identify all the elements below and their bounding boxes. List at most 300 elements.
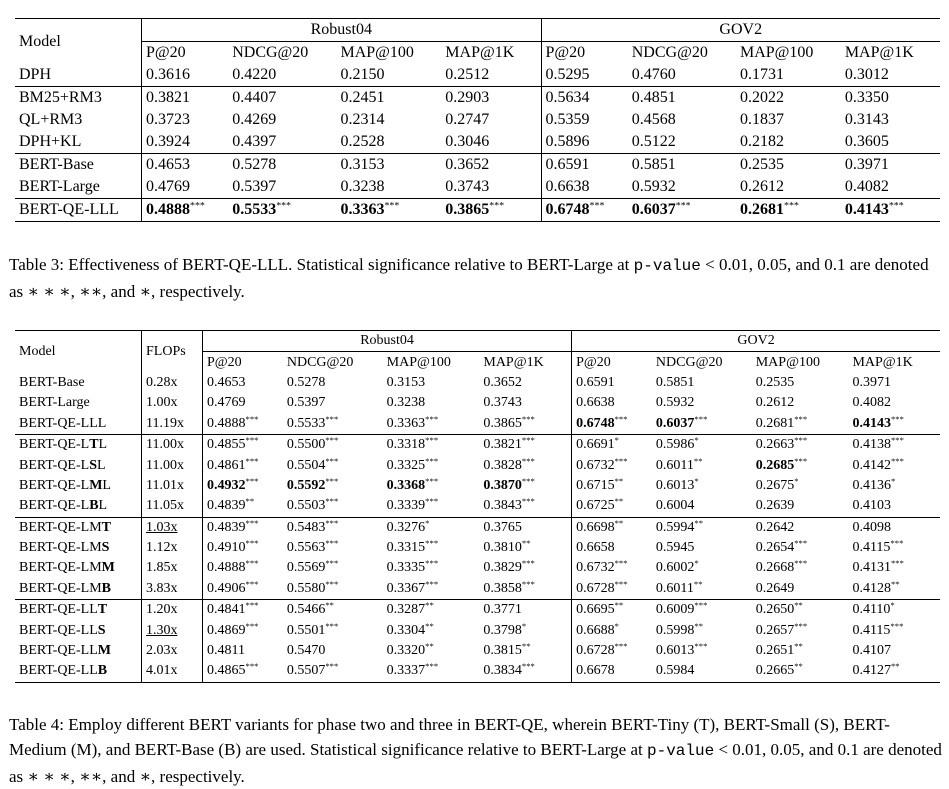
- cell-value: 0.2903: [445, 89, 490, 106]
- cell-value: 0.5397: [286, 395, 326, 411]
- row-flops: [142, 579, 203, 600]
- row-model-name: [15, 414, 142, 435]
- significance-marker: ***: [276, 200, 292, 212]
- table-cell: [383, 455, 480, 475]
- table-cell: [848, 373, 940, 393]
- caption-pvalue: p-value: [646, 742, 715, 760]
- table-cell: [203, 414, 283, 435]
- table-cell: [652, 558, 752, 578]
- cell-value: 0.2150: [340, 66, 385, 83]
- cell-value: 0.3743: [483, 395, 522, 411]
- cell-value: 0.6011: [655, 457, 694, 473]
- cell-value: 0.3971: [852, 374, 891, 390]
- table-cell: [203, 579, 283, 600]
- table-cell: [203, 393, 283, 413]
- table-cell: [383, 476, 480, 496]
- cell-value: 0.5945: [655, 540, 695, 556]
- cell-value: 0.4769: [207, 395, 246, 411]
- cell-value: 0.3143: [844, 111, 889, 128]
- significance-marker: ***: [384, 200, 400, 212]
- significance-marker: ***: [521, 661, 535, 672]
- cell-value: 0.3363: [386, 415, 426, 431]
- table-cell: [628, 87, 736, 110]
- significance-marker: ***: [890, 435, 904, 446]
- table-cell: [336, 87, 441, 110]
- table-cell: [441, 199, 541, 222]
- table-cell: [752, 517, 849, 538]
- table-cell: [203, 558, 283, 578]
- table-cell: [479, 517, 571, 538]
- cell-value: 0.4839: [207, 498, 246, 514]
- table-cell: [479, 558, 571, 578]
- row-model-name: BERT-Base: [15, 154, 142, 177]
- cell-value: 0.3821: [146, 89, 190, 106]
- table-cell: [228, 64, 336, 87]
- cell-value: 0.2650: [755, 602, 795, 618]
- table-cell: [479, 455, 571, 475]
- cell-value: 0.4932: [207, 477, 246, 493]
- cell-value: 0.5998: [655, 622, 695, 638]
- table-cell: [283, 517, 383, 538]
- metric-header-robust04-2: MAP@100: [340, 44, 414, 61]
- table-cell: [752, 373, 849, 393]
- table-cell: [652, 538, 752, 558]
- table-row: [15, 64, 940, 87]
- cell-value: 0.6728: [576, 580, 615, 596]
- robust04-group-header: Robust04: [142, 19, 542, 42]
- row-model-name: [15, 476, 142, 496]
- significance-marker: ***: [245, 413, 259, 424]
- table-cell: [652, 641, 752, 661]
- table-cell: [841, 109, 940, 131]
- model-prefix: BERT-Base: [19, 374, 85, 390]
- table-cell: [336, 64, 441, 87]
- table-cell: [752, 641, 849, 661]
- cell-value: 0.4397: [232, 133, 277, 150]
- cell-value: 0.5986: [655, 437, 695, 453]
- model-variant-letter: T: [101, 519, 111, 535]
- cell-value: 0.2663: [755, 437, 795, 453]
- cell-value: 0.5580: [286, 580, 326, 596]
- cell-value: 0.5569: [286, 560, 326, 576]
- model-prefix: BERT-QE-LL: [19, 622, 98, 638]
- significance-marker: **: [614, 476, 624, 487]
- cell-value: 0.4653: [207, 374, 246, 390]
- table-cell: [228, 176, 336, 199]
- table-cell: [652, 661, 752, 682]
- significance-marker: *: [694, 476, 699, 487]
- table-3-caption: [9, 252, 944, 304]
- significance-marker: **: [521, 641, 531, 652]
- row-flops: [142, 558, 203, 578]
- significance-marker: ***: [245, 661, 259, 672]
- cell-value: 0.5592: [286, 477, 326, 493]
- significance-marker: ***: [245, 538, 259, 549]
- cell-value: 0.2639: [755, 498, 795, 514]
- cell-value: 0.1731: [740, 66, 784, 83]
- table-cell: [752, 600, 849, 621]
- table-row: [15, 620, 940, 640]
- cell-value: 0.4839: [207, 519, 246, 535]
- table-row: [15, 600, 940, 621]
- table-cell: [628, 199, 736, 222]
- table-cell: [283, 579, 383, 600]
- significance-marker: ***: [614, 641, 628, 652]
- cell-value: 0.6002: [655, 560, 695, 576]
- table-cell: [736, 109, 841, 131]
- row-model-name: BERT-Large: [15, 176, 142, 199]
- flops-column-header: FLOPs: [142, 331, 203, 373]
- table-cell: [383, 558, 480, 578]
- cell-value: 0.6732: [576, 457, 615, 473]
- flops-value: 11.00x: [146, 437, 184, 453]
- significance-marker: ***: [425, 435, 439, 446]
- metric-header-robust04-2: MAP@100: [386, 354, 451, 370]
- cell-value: 0.2668: [755, 560, 795, 576]
- table-cell: [441, 64, 541, 87]
- cell-value: 0.3798: [483, 622, 522, 638]
- cell-value: 0.4098: [852, 519, 891, 535]
- metric-header-gov2-1: NDCG@20: [631, 44, 708, 61]
- table-row: [15, 393, 940, 413]
- significance-marker: ***: [325, 496, 339, 507]
- table-cell: [652, 579, 752, 600]
- table-cell: [736, 176, 841, 199]
- table-cell: [752, 414, 849, 435]
- model-variant-letter: B: [97, 663, 108, 679]
- cell-value: 0.6715: [576, 477, 615, 493]
- cell-value: 0.6591: [545, 156, 590, 173]
- model-variant-letter: S: [101, 540, 110, 556]
- significance-marker: **: [694, 517, 704, 528]
- significance-marker: ***: [425, 538, 439, 549]
- model-prefix: BERT-QE-LM: [19, 540, 102, 556]
- cell-value: 0.3834: [483, 663, 522, 679]
- metric-header-row: [15, 42, 940, 65]
- table-cell: [572, 538, 652, 558]
- flops-value: 11.05x: [146, 498, 184, 514]
- table-row: [15, 517, 940, 538]
- significance-marker: **: [425, 641, 434, 652]
- cell-value: 0.3339: [386, 498, 426, 514]
- table-row: [15, 579, 940, 600]
- caption-text: Table 4: Employ different BERT variants for phase two and three in BERT-QE, wherein BERT-Tiny (T), BERT-Small (S), BERT-Medium (M), and BERT-Base (B) are used. Statistical significance relative to BERT-Large at: [9, 715, 890, 759]
- metric-header-gov2-2: MAP@100: [740, 44, 814, 61]
- caption-text: Table 3: Effectiveness of BERT-QE-LLL. Statistical significance relative to BERT-Large at: [9, 255, 634, 274]
- significance-marker: ***: [794, 558, 808, 569]
- cell-value: 0.4107: [852, 643, 891, 659]
- cell-value: 0.3743: [445, 178, 490, 195]
- significance-marker: ***: [694, 600, 708, 611]
- table-cell: [848, 517, 940, 538]
- row-flops: [142, 538, 203, 558]
- significance-marker: ***: [245, 435, 259, 446]
- metric-header-gov2-1: NDCG@20: [655, 354, 723, 370]
- table-cell: [203, 620, 283, 640]
- table-cell: [283, 538, 383, 558]
- significance-marker: **: [521, 538, 531, 549]
- cell-value: 0.3320: [386, 643, 426, 659]
- table-cell: [142, 154, 229, 177]
- table-cell: [383, 373, 480, 393]
- cell-value: 0.6638: [576, 395, 615, 411]
- cell-value: 0.6638: [545, 178, 590, 195]
- table-cell: [383, 579, 480, 600]
- significance-marker: ***: [325, 661, 339, 672]
- significance-marker: ***: [794, 538, 808, 549]
- cell-value: 0.3843: [483, 498, 522, 514]
- cell-value: 0.2651: [755, 643, 795, 659]
- model-suffix: L: [98, 498, 108, 514]
- cell-value: 0.5466: [286, 602, 326, 618]
- cell-value: 0.3368: [386, 477, 426, 493]
- table-cell: [652, 373, 752, 393]
- table-cell: [336, 199, 441, 222]
- model-prefix: BERT-QE-LL: [19, 663, 98, 679]
- table-cell: [203, 661, 283, 682]
- significance-marker: ***: [784, 200, 799, 212]
- table-cell: [203, 538, 283, 558]
- model-prefix: BERT-Large: [19, 395, 90, 411]
- cell-value: 0.6013: [655, 643, 695, 659]
- cell-value: 0.6658: [576, 540, 615, 556]
- table-row: [15, 476, 940, 496]
- cell-value: 0.4888: [207, 560, 246, 576]
- row-model-name: BERT-QE-LLL: [15, 199, 142, 222]
- metric-header-robust04-0: P@20: [146, 44, 186, 61]
- metric-header-robust04-1: NDCG@20: [286, 354, 354, 370]
- cell-value: 0.6725: [576, 498, 615, 514]
- cell-value: 0.5851: [655, 374, 695, 390]
- table-cell: [652, 496, 752, 517]
- significance-marker: **: [425, 620, 434, 631]
- cell-value: 0.4841: [207, 602, 246, 618]
- model-prefix: BERT-QE-LLL: [19, 415, 107, 431]
- table-cell: [752, 496, 849, 517]
- table-cell: [283, 393, 383, 413]
- cell-value: 0.5397: [232, 178, 277, 195]
- table-row: [15, 538, 940, 558]
- table-cell: [441, 154, 541, 177]
- model-column-header: Model: [15, 331, 142, 373]
- table-cell: [203, 476, 283, 496]
- flops-value: 4.01x: [146, 663, 178, 679]
- table-row: [15, 109, 940, 131]
- table-cell: [841, 176, 940, 199]
- significance-marker: **: [890, 661, 900, 672]
- cell-value: 0.2654: [755, 540, 795, 556]
- cell-value: 0.4269: [232, 111, 277, 128]
- significance-marker: ***: [325, 620, 339, 631]
- table-cell: [383, 393, 480, 413]
- significance-marker: ***: [521, 476, 535, 487]
- table-cell: [228, 199, 336, 222]
- significance-marker: *: [794, 476, 799, 487]
- significance-marker: *: [614, 435, 619, 446]
- row-model-name: [15, 455, 142, 475]
- significance-marker: ***: [325, 455, 339, 466]
- table-cell: [841, 87, 940, 110]
- metric-header-gov2-3: MAP@1K: [852, 354, 913, 370]
- metric-header-gov2-2: MAP@100: [755, 354, 820, 370]
- significance-marker: ***: [425, 455, 439, 466]
- metric-header-robust04-3: MAP@1K: [479, 352, 571, 373]
- table-cell: [283, 455, 383, 475]
- significance-marker: ***: [245, 579, 259, 590]
- table-row: [15, 373, 940, 393]
- table-cell: [572, 579, 652, 600]
- flops-value: 1.00x: [146, 395, 178, 411]
- table-cell: [479, 476, 571, 496]
- cell-value: 0.3870: [483, 477, 522, 493]
- table-cell: [142, 109, 229, 131]
- significance-marker: ***: [325, 435, 339, 446]
- cell-value: 0.3304: [386, 622, 426, 638]
- model-prefix: BERT-QE-L: [19, 457, 90, 473]
- table-cell: [383, 538, 480, 558]
- table-cell: [228, 87, 336, 110]
- flops-value: 3.83x: [146, 580, 178, 596]
- table-cell: [848, 393, 940, 413]
- table-row: [15, 176, 940, 199]
- table-cell: [736, 131, 841, 154]
- row-flops: [142, 455, 203, 475]
- table-row: [15, 434, 940, 455]
- cell-value: 0.2535: [740, 156, 784, 173]
- metric-header-gov2-0: P@20: [545, 44, 586, 61]
- row-flops: [142, 661, 203, 682]
- flops-value: 11.01x: [146, 477, 184, 493]
- cell-value: 0.2451: [340, 89, 385, 106]
- cell-value: 0.4568: [631, 111, 676, 128]
- cell-value: 0.3924: [146, 133, 190, 150]
- cell-value: 0.2512: [445, 66, 490, 83]
- significance-marker: ***: [521, 455, 535, 466]
- significance-marker: *: [614, 620, 619, 631]
- flops-value: 1.12x: [146, 540, 178, 556]
- table-row: [15, 154, 940, 177]
- cell-value: 0.2747: [445, 111, 490, 128]
- cell-value: 0.3829: [483, 560, 522, 576]
- significance-marker: ***: [325, 558, 339, 569]
- cell-value: 0.5851: [631, 156, 676, 173]
- row-model-name: [15, 620, 142, 640]
- table-cell: [383, 434, 480, 455]
- caption-text-end: < 0.01, 0.05, and 0.1 are denoted as ∗ ∗ ∗, ∗∗, and ∗, respectively.: [9, 740, 942, 786]
- table-row: [15, 641, 940, 661]
- cell-value: 0.3367: [386, 580, 426, 596]
- cell-value: 0.3971: [844, 156, 889, 173]
- cell-value: 0.5122: [631, 133, 676, 150]
- significance-marker: ***: [425, 661, 439, 672]
- model-prefix: BERT-QE-L: [19, 437, 90, 453]
- table-cell: [383, 641, 480, 661]
- cell-value: 0.3238: [340, 178, 385, 195]
- table-cell: [283, 600, 383, 621]
- cell-value: 0.3865: [445, 201, 490, 218]
- table-cell: [479, 434, 571, 455]
- table-cell: [336, 176, 441, 199]
- model-prefix: BERT-QE-L: [19, 477, 90, 493]
- significance-marker: ***: [245, 517, 259, 528]
- flops-value: 1.30x: [146, 622, 178, 638]
- significance-marker: **: [614, 496, 624, 507]
- significance-marker: ***: [614, 579, 628, 590]
- table-3: [15, 18, 940, 222]
- cell-value: 0.6691: [576, 437, 615, 453]
- table-cell: [848, 600, 940, 621]
- cell-value: 0.3350: [844, 89, 889, 106]
- cell-value: 0.2681: [755, 415, 795, 431]
- significance-marker: ***: [888, 200, 904, 212]
- cell-value: 0.4769: [146, 178, 190, 195]
- model-suffix: L: [98, 437, 108, 453]
- table-cell: [541, 176, 628, 199]
- significance-marker: ***: [794, 455, 808, 466]
- significance-marker: ***: [521, 558, 535, 569]
- row-model-name: DPH+KL: [15, 131, 142, 154]
- cell-value: 0.4103: [852, 498, 891, 514]
- cell-value: 0.4127: [852, 663, 891, 679]
- table-cell: [572, 641, 652, 661]
- cell-value: 0.6037: [655, 415, 695, 431]
- table-cell: [479, 393, 571, 413]
- model-variant-letter: B: [89, 498, 99, 514]
- flops-value: 11.00x: [146, 457, 184, 473]
- cell-value: 0.3363: [340, 201, 385, 218]
- cell-value: 0.4407: [232, 89, 277, 106]
- cell-value: 0.3287: [386, 602, 426, 618]
- cell-value: 0.2612: [755, 395, 795, 411]
- table-cell: [572, 455, 652, 475]
- cell-value: 0.3238: [386, 395, 426, 411]
- cell-value: 0.6037: [631, 201, 676, 218]
- table-cell: [283, 373, 383, 393]
- significance-marker: ***: [890, 538, 904, 549]
- cell-value: 0.2528: [340, 133, 385, 150]
- cell-value: 0.2612: [740, 178, 784, 195]
- cell-value: 0.3315: [386, 540, 426, 556]
- model-prefix: BERT-QE-L: [19, 498, 90, 514]
- cell-value: 0.4220: [232, 66, 277, 83]
- cell-value: 0.5563: [286, 540, 326, 556]
- row-flops: [142, 414, 203, 435]
- table-cell: [283, 434, 383, 455]
- table-cell: [228, 154, 336, 177]
- table-cell: [572, 620, 652, 640]
- flops-value: 1.03x: [146, 519, 178, 535]
- row-model-name: [15, 579, 142, 600]
- row-model-name: DPH: [15, 64, 142, 87]
- significance-marker: ***: [890, 455, 904, 466]
- table-cell: [848, 476, 940, 496]
- cell-value: 0.3012: [844, 66, 889, 83]
- significance-marker: ***: [190, 200, 205, 212]
- table-row: [15, 414, 940, 435]
- cell-value: 0.5501: [286, 622, 326, 638]
- cell-value: 0.2022: [740, 89, 784, 106]
- table-cell: [142, 176, 229, 199]
- table-cell: [283, 641, 383, 661]
- cell-value: 0.4861: [207, 457, 246, 473]
- table-cell: [848, 538, 940, 558]
- table-cell: [752, 538, 849, 558]
- cell-value: 0.4811: [207, 643, 245, 659]
- row-flops: [142, 517, 203, 538]
- cell-value: 0.4128: [852, 580, 891, 596]
- significance-marker: ***: [325, 476, 339, 487]
- cell-value: 0.6013: [655, 477, 695, 493]
